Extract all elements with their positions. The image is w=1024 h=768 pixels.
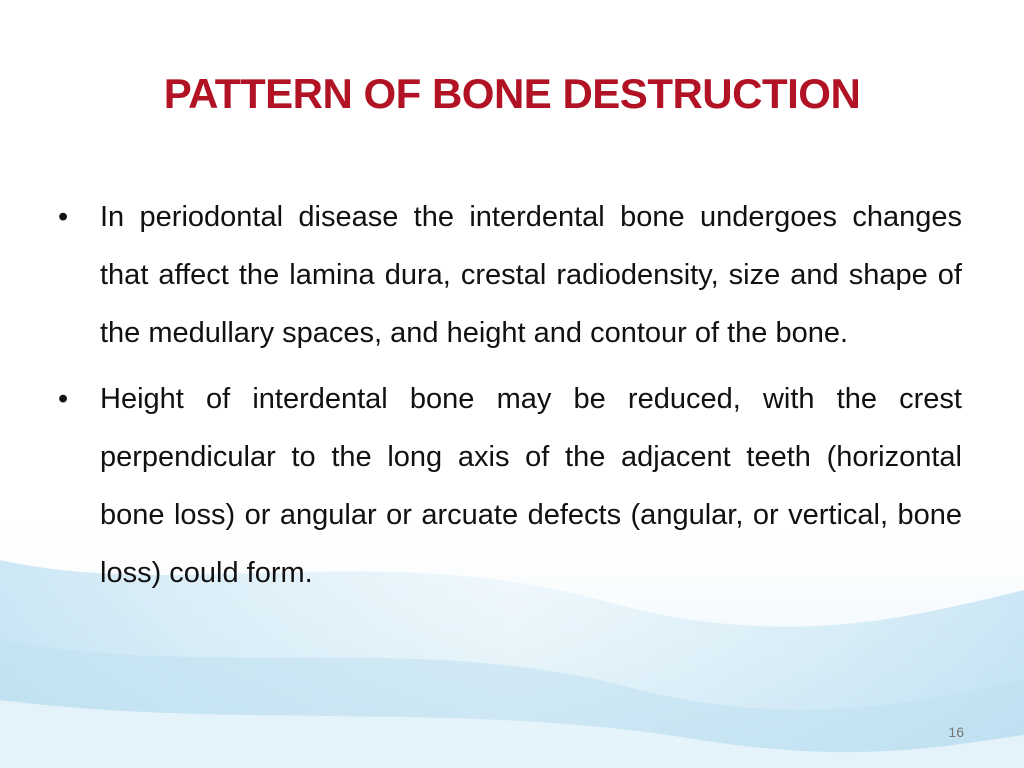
bullet-item (58, 188, 962, 362)
bullet-list (58, 188, 962, 610)
bullet-text: Height of interdental bone may be reduced, with the crest perpendicular to the long axis of the adjacent teeth (horizontal bone loss) or angular or arcuate defects (angular, or vertical, bone loss) could form. (100, 383, 962, 589)
bullet-item (58, 370, 962, 602)
page-number: 16 (948, 724, 964, 740)
bullet-marker: • (58, 383, 69, 415)
bullet-marker: • (58, 201, 69, 233)
slide-title: PATTERN OF BONE DESTRUCTION (163, 70, 861, 117)
bullet-text: In periodontal disease the interdental bone undergoes changes that affect the lamina dura, crestal radiodensity, size and shape of the medullary spaces, and height and contour of the bone. (100, 201, 962, 349)
